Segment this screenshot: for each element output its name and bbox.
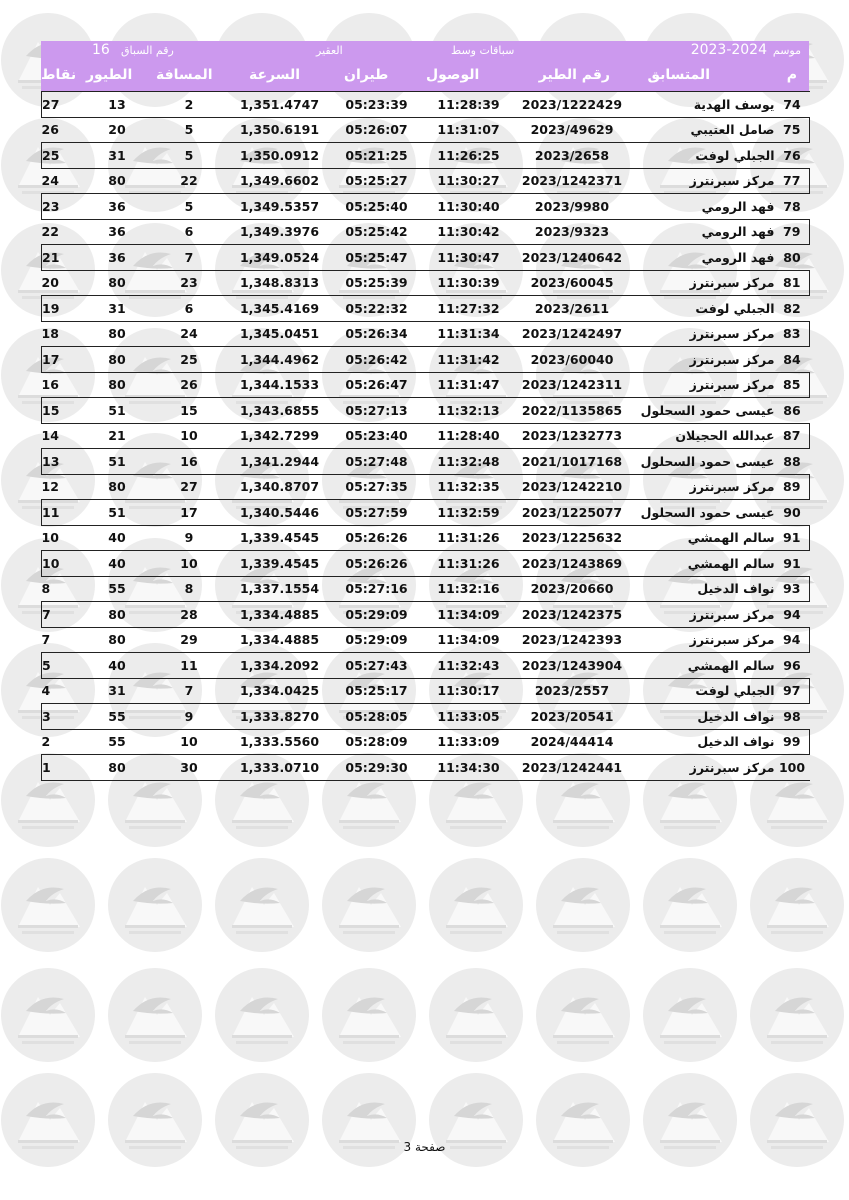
table-row <box>42 92 810 118</box>
cell-rank: 84 <box>775 347 810 373</box>
cell-ring: 2023/9323 <box>534 224 610 240</box>
cell-arrival: 11:31:26 <box>437 530 500 546</box>
cell-speed: 1,334.2092 <box>228 653 332 679</box>
cell-distance: 17 <box>151 500 228 526</box>
cell-speed: 1,341.2944 <box>228 449 332 475</box>
cell-ring: 2023/60040 <box>516 347 629 373</box>
cell-flight: 05:25:40 <box>332 194 422 220</box>
cell-points: 23 <box>42 194 84 220</box>
cell-owner: الجبلي لوفت <box>695 683 775 699</box>
cell-points: 5 <box>42 653 84 679</box>
cell-ring: 2023/1240642 <box>516 245 629 271</box>
cell-distance: 6 <box>184 224 194 240</box>
page-number: صفحة 3 <box>403 1140 446 1154</box>
cell-owner: مركز سبرنترز <box>689 479 775 495</box>
cell-distance: 8 <box>184 581 194 597</box>
cell-birds: 13 <box>84 92 151 118</box>
cell-birds: 80 <box>108 275 126 291</box>
col-points: نقاط <box>41 67 77 83</box>
results-table <box>41 41 809 781</box>
cell-arrival: 11:30:39 <box>437 275 500 291</box>
cell-owner: عيسى حمود السحلول <box>629 500 775 526</box>
cell-ring: 2023/1242210 <box>521 479 623 495</box>
race-number: 16 <box>92 42 110 58</box>
cell-points: 7 <box>41 632 51 648</box>
cell-arrival: 11:31:47 <box>437 377 500 393</box>
cell-points: 16 <box>41 377 59 393</box>
cell-points: 22 <box>41 224 59 240</box>
cell-ring: 2023/2611 <box>516 296 629 322</box>
cell-points: 2 <box>41 734 51 750</box>
col-rank: م <box>786 67 797 83</box>
cell-speed: 1,344.1533 <box>239 377 320 393</box>
cell-owner: يوسف الهدية <box>629 92 775 118</box>
cell-arrival: 11:31:42 <box>422 347 516 373</box>
cell-speed: 1,337.1554 <box>239 581 320 597</box>
cell-birds: 55 <box>108 581 126 597</box>
cell-arrival: 11:33:09 <box>437 734 500 750</box>
cell-distance: 29 <box>180 632 198 648</box>
cell-ring: 2023/60045 <box>530 275 614 291</box>
cell-owner: فهد الرومي <box>629 245 775 271</box>
col-birds: الطيور <box>86 67 133 83</box>
cell-flight: 05:27:48 <box>332 449 422 475</box>
cell-owner: سالم الهمشي <box>629 551 775 577</box>
cell-distance: 10 <box>151 551 228 577</box>
cell-ring: 2023/20660 <box>530 581 614 597</box>
cell-points: 24 <box>41 173 59 189</box>
cell-speed: 1,345.4169 <box>228 296 332 322</box>
cell-owner: مركز سبرنترز <box>689 275 775 291</box>
col-ring: رقم الطير <box>538 67 610 83</box>
season-label: موسم <box>772 44 801 57</box>
col-owner: المتسابق <box>647 67 710 83</box>
cell-birds: 51 <box>84 398 151 424</box>
cell-flight: 05:25:42 <box>345 224 408 240</box>
cell-arrival: 11:34:09 <box>422 602 516 628</box>
cell-distance: 27 <box>180 479 198 495</box>
cell-distance: 10 <box>180 734 198 750</box>
cell-ring: 2023/1243904 <box>516 653 629 679</box>
cell-birds: 55 <box>108 734 126 750</box>
cell-ring: 2021/1017168 <box>516 449 629 475</box>
cell-flight: 05:29:09 <box>345 632 408 648</box>
cell-distance: 24 <box>180 326 198 342</box>
table-row <box>42 296 810 322</box>
cell-speed: 1,349.5357 <box>228 194 332 220</box>
cell-arrival: 11:26:25 <box>422 143 516 169</box>
cell-points: 11 <box>42 500 84 526</box>
cell-ring: 2023/20541 <box>516 704 629 730</box>
cell-ring: 2023/1242311 <box>521 377 623 393</box>
cell-points: 12 <box>41 479 59 495</box>
cell-flight: 05:26:42 <box>332 347 422 373</box>
cell-ring: 2023/1232773 <box>521 428 623 444</box>
table-row <box>42 653 810 679</box>
table-row <box>42 627 810 653</box>
cell-flight: 05:25:27 <box>345 173 408 189</box>
cell-birds: 51 <box>84 449 151 475</box>
cell-owner: الجبلي لوفت <box>629 296 775 322</box>
cell-arrival: 11:32:48 <box>422 449 516 475</box>
cell-owner: مركز سبرنترز <box>689 632 775 648</box>
cell-rank: 89 <box>775 474 810 500</box>
cell-flight: 05:28:09 <box>345 734 408 750</box>
cell-arrival: 11:32:13 <box>422 398 516 424</box>
cell-distance: 9 <box>184 530 194 546</box>
table-row <box>42 729 810 755</box>
cell-birds: 80 <box>84 347 151 373</box>
cell-flight: 05:29:09 <box>332 602 422 628</box>
cell-owner: عيسى حمود السحلول <box>629 398 775 424</box>
cell-rank: 85 <box>775 372 810 398</box>
cell-points: 21 <box>42 245 84 271</box>
race-type: سباقات وسط <box>451 44 515 57</box>
cell-speed: 1,343.6855 <box>228 398 332 424</box>
cell-points: 7 <box>42 602 84 628</box>
cell-speed: 1,342.7299 <box>239 428 320 444</box>
cell-rank: 76 <box>775 143 810 169</box>
cell-speed: 1,348.8313 <box>239 275 320 291</box>
table-row <box>42 602 810 628</box>
cell-rank: 97 <box>775 678 810 704</box>
cell-birds: 36 <box>84 194 151 220</box>
cell-flight: 05:22:32 <box>332 296 422 322</box>
table-row <box>42 474 810 500</box>
cell-rank: 90 <box>775 500 810 526</box>
cell-points: 27 <box>42 92 84 118</box>
cell-birds: 36 <box>108 224 126 240</box>
cell-distance: 23 <box>180 275 198 291</box>
cell-arrival: 11:31:34 <box>437 326 500 342</box>
cell-speed: 1,334.0425 <box>239 683 320 699</box>
cell-birds: 51 <box>84 500 151 526</box>
cell-flight: 05:27:59 <box>332 500 422 526</box>
table-row <box>42 449 810 475</box>
cell-ring: 2023/1243869 <box>516 551 629 577</box>
col-distance: المسافة <box>156 67 213 83</box>
cell-flight: 05:28:05 <box>332 704 422 730</box>
table-row <box>42 755 810 781</box>
cell-points: 13 <box>42 449 84 475</box>
cell-flight: 05:26:47 <box>345 377 408 393</box>
table-row <box>42 576 810 602</box>
cell-flight: 05:27:16 <box>345 581 408 597</box>
cell-speed: 1,339.4545 <box>228 551 332 577</box>
cell-birds: 80 <box>108 377 126 393</box>
cell-points: 14 <box>41 428 59 444</box>
cell-arrival: 11:32:59 <box>422 500 516 526</box>
cell-distance: 7 <box>151 245 228 271</box>
cell-arrival: 11:30:40 <box>422 194 516 220</box>
cell-birds: 80 <box>108 479 126 495</box>
col-arrival: الوصول <box>426 67 480 83</box>
cell-birds: 80 <box>108 326 126 342</box>
cell-owner: سالم الهمشي <box>629 653 775 679</box>
cell-points: 15 <box>42 398 84 424</box>
cell-ring: 2023/1242393 <box>521 632 623 648</box>
cell-owner: نواف الدخيل <box>629 704 775 730</box>
table-row <box>42 168 810 194</box>
cell-flight: 05:23:40 <box>345 428 408 444</box>
cell-speed: 1,333.5560 <box>239 734 320 750</box>
cell-birds: 31 <box>84 296 151 322</box>
cell-rank: 79 <box>775 219 810 245</box>
cell-flight: 05:25:39 <box>345 275 408 291</box>
cell-distance: 10 <box>180 428 198 444</box>
cell-distance: 28 <box>151 602 228 628</box>
cell-flight: 05:29:30 <box>332 755 422 781</box>
cell-rank: 83 <box>775 321 810 347</box>
cell-distance: 30 <box>151 755 228 781</box>
cell-arrival: 11:28:40 <box>437 428 500 444</box>
cell-points: 4 <box>41 683 51 699</box>
table-row <box>42 194 810 220</box>
cell-speed: 1,334.4885 <box>228 602 332 628</box>
cell-distance: 26 <box>180 377 198 393</box>
table-row <box>42 219 810 245</box>
table-row <box>42 245 810 271</box>
cell-rank: 81 <box>775 270 810 296</box>
cell-ring: 2023/1225632 <box>521 530 623 546</box>
cell-rank: 96 <box>775 653 810 679</box>
cell-owner: نواف الدخيل <box>697 581 775 597</box>
cell-birds: 21 <box>108 428 126 444</box>
cell-speed: 1,334.4885 <box>239 632 320 648</box>
cell-owner: مركز سبرنترز <box>629 755 775 781</box>
cell-arrival: 11:33:05 <box>422 704 516 730</box>
cell-rank: 74 <box>775 92 810 118</box>
race-number-label: رقم السباق <box>121 44 174 57</box>
table-row <box>42 525 810 551</box>
cell-speed: 1,350.6191 <box>239 122 320 138</box>
table-row <box>42 678 810 704</box>
cell-birds: 80 <box>84 755 151 781</box>
cell-speed: 1,349.3976 <box>239 224 320 240</box>
cell-speed: 1,333.0710 <box>228 755 332 781</box>
cell-rank: 86 <box>775 398 810 424</box>
cell-arrival: 11:31:07 <box>437 122 500 138</box>
cell-rank: 98 <box>775 704 810 730</box>
cell-points: 25 <box>42 143 84 169</box>
table-row <box>42 143 810 169</box>
col-flight: طيران <box>344 67 389 83</box>
cell-birds: 31 <box>84 143 151 169</box>
cell-owner: نواف الدخيل <box>697 734 775 750</box>
cell-rank: 78 <box>775 194 810 220</box>
cell-points: 17 <box>42 347 84 373</box>
cell-distance: 6 <box>151 296 228 322</box>
cell-rank: 82 <box>775 296 810 322</box>
cell-owner: مركز سبرنترز <box>629 347 775 373</box>
cell-flight: 05:27:13 <box>332 398 422 424</box>
cell-speed: 1,344.4962 <box>228 347 332 373</box>
cell-distance: 5 <box>151 143 228 169</box>
cell-owner: فهد الرومي <box>701 224 775 240</box>
cell-birds: 80 <box>108 173 126 189</box>
cell-owner: مركز سبرنترز <box>629 602 775 628</box>
cell-rank: 93 <box>775 576 810 602</box>
cell-arrival: 11:32:16 <box>437 581 500 597</box>
cell-ring: 2022/1135865 <box>516 398 629 424</box>
cell-points: 10 <box>42 551 84 577</box>
cell-ring: 2023/1242497 <box>521 326 623 342</box>
cell-flight: 05:23:39 <box>332 92 422 118</box>
cell-points: 8 <box>41 581 51 597</box>
cell-birds: 31 <box>108 683 126 699</box>
cell-distance: 7 <box>184 683 194 699</box>
cell-rank: 94 <box>775 602 810 628</box>
cell-arrival: 11:32:35 <box>437 479 500 495</box>
cell-rank: 88 <box>775 449 810 475</box>
table-row <box>42 117 810 143</box>
cell-distance: 9 <box>151 704 228 730</box>
cell-owner: صامل العتيبي <box>690 122 775 138</box>
cell-speed: 1,340.5446 <box>228 500 332 526</box>
cell-distance: 2 <box>151 92 228 118</box>
cell-owner: مركز سبرنترز <box>689 377 775 393</box>
cell-points: 18 <box>41 326 59 342</box>
cell-birds: 80 <box>84 602 151 628</box>
cell-birds: 40 <box>84 653 151 679</box>
cell-arrival: 11:30:47 <box>422 245 516 271</box>
cell-ring: 2023/49629 <box>530 122 614 138</box>
cell-distance: 22 <box>180 173 198 189</box>
cell-distance: 16 <box>151 449 228 475</box>
cell-flight: 05:26:07 <box>345 122 408 138</box>
table-row <box>42 321 810 347</box>
table-row <box>42 704 810 730</box>
cell-arrival: 11:30:27 <box>437 173 500 189</box>
table-row <box>42 372 810 398</box>
cell-distance: 11 <box>151 653 228 679</box>
cell-arrival: 11:27:32 <box>422 296 516 322</box>
cell-distance: 5 <box>151 194 228 220</box>
table-row <box>42 500 810 526</box>
cell-points: 19 <box>42 296 84 322</box>
cell-arrival: 11:30:42 <box>437 224 500 240</box>
cell-birds: 40 <box>84 551 151 577</box>
cell-birds: 55 <box>84 704 151 730</box>
results-body <box>41 91 810 781</box>
cell-speed: 1,333.8270 <box>228 704 332 730</box>
cell-points: 1 <box>42 755 84 781</box>
table-row <box>42 551 810 577</box>
cell-flight: 05:26:26 <box>345 530 408 546</box>
cell-birds: 80 <box>108 632 126 648</box>
cell-owner: عبدالله الحجيلان <box>675 428 775 444</box>
cell-owner: الجبلي لوفت <box>629 143 775 169</box>
cell-owner: فهد الرومي <box>629 194 775 220</box>
table-row <box>42 270 810 296</box>
cell-flight: 05:27:35 <box>345 479 408 495</box>
cell-ring: 2023/2658 <box>516 143 629 169</box>
table-header <box>41 41 809 91</box>
cell-ring: 2023/1222429 <box>516 92 629 118</box>
cell-birds: 20 <box>108 122 126 138</box>
cell-speed: 1,349.6602 <box>239 173 320 189</box>
race-location: العقير <box>316 44 343 57</box>
cell-rank: 99 <box>775 729 810 755</box>
cell-points: 26 <box>41 122 59 138</box>
cell-rank: 94 <box>775 627 810 653</box>
col-speed: السرعة <box>249 67 301 83</box>
cell-rank: 91 <box>775 551 810 577</box>
cell-owner: مركز سبرنترز <box>689 326 775 342</box>
cell-speed: 1,340.8707 <box>239 479 320 495</box>
cell-rank: 75 <box>775 117 810 143</box>
cell-flight: 05:25:47 <box>332 245 422 271</box>
cell-ring: 2023/9980 <box>516 194 629 220</box>
season-value: 2023-2024 <box>690 42 767 58</box>
cell-rank: 77 <box>775 168 810 194</box>
cell-points: 10 <box>41 530 59 546</box>
cell-rank: 100 <box>775 755 810 781</box>
cell-arrival: 11:34:30 <box>422 755 516 781</box>
cell-rank: 87 <box>775 423 810 449</box>
cell-ring: 2024/44414 <box>530 734 614 750</box>
cell-distance: 15 <box>151 398 228 424</box>
table-row <box>42 347 810 373</box>
cell-speed: 1,339.4545 <box>239 530 320 546</box>
cell-owner: مركز سبرنترز <box>689 173 775 189</box>
cell-ring: 2023/1225077 <box>516 500 629 526</box>
cell-points: 3 <box>42 704 84 730</box>
cell-rank: 91 <box>775 525 810 551</box>
cell-speed: 1,349.0524 <box>228 245 332 271</box>
cell-birds: 36 <box>84 245 151 271</box>
cell-arrival: 11:28:39 <box>422 92 516 118</box>
table-row <box>42 398 810 424</box>
cell-arrival: 11:30:17 <box>437 683 500 699</box>
cell-owner: سالم الهمشي <box>687 530 775 546</box>
cell-points: 20 <box>41 275 59 291</box>
cell-arrival: 11:34:09 <box>437 632 500 648</box>
cell-birds: 40 <box>108 530 126 546</box>
cell-ring: 2023/1242375 <box>516 602 629 628</box>
cell-flight: 05:26:26 <box>332 551 422 577</box>
cell-speed: 1,345.0451 <box>239 326 320 342</box>
cell-distance: 25 <box>151 347 228 373</box>
cell-flight: 05:26:34 <box>345 326 408 342</box>
cell-ring: 2023/1242371 <box>521 173 623 189</box>
cell-speed: 1,351.4747 <box>228 92 332 118</box>
cell-flight: 05:25:17 <box>345 683 408 699</box>
cell-speed: 1,350.0912 <box>228 143 332 169</box>
table-row <box>42 423 810 449</box>
cell-owner: عيسى حمود السحلول <box>629 449 775 475</box>
cell-distance: 5 <box>184 122 194 138</box>
cell-ring: 2023/2557 <box>534 683 610 699</box>
cell-arrival: 11:31:26 <box>422 551 516 577</box>
cell-flight: 05:21:25 <box>332 143 422 169</box>
cell-flight: 05:27:43 <box>332 653 422 679</box>
cell-arrival: 11:32:43 <box>422 653 516 679</box>
cell-rank: 80 <box>775 245 810 271</box>
cell-ring: 2023/1242441 <box>516 755 629 781</box>
